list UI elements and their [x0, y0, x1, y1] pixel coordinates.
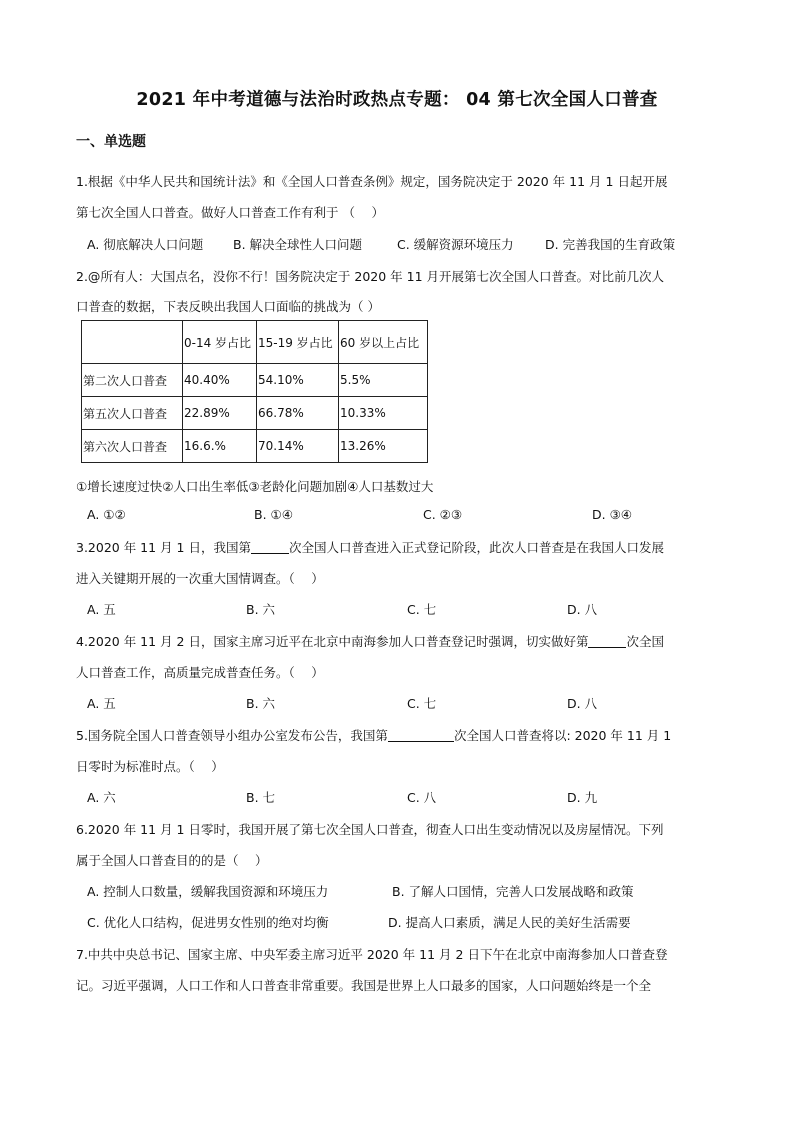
question-2-option-c[interactable]: C. ②③: [423, 507, 463, 522]
question-5-option-c[interactable]: C. 八: [407, 790, 437, 805]
census-data-table: [81, 320, 428, 463]
question-3-option-c[interactable]: C. 七: [407, 602, 437, 617]
question-6-option-a[interactable]: A. 控制人口数量，缓解我国资源和环境压力: [87, 884, 329, 899]
question-1-text-line1: 1.根据《中华人民共和国统计法》和《全国人口普查条例》规定，国务院决定于 2020 年 11 月 1 日起开展: [76, 174, 668, 189]
answer-blank: [588, 635, 626, 648]
question-5-text-part2: 次全国人口普查将以: 2020 年 11 月 1: [453, 728, 672, 743]
table-row: [82, 364, 428, 397]
question-3-text-line1: [76, 538, 664, 556]
answer-blank: [251, 541, 289, 554]
table-cell: 22.89%: [183, 397, 257, 430]
question-1-option-a[interactable]: A. 彻底解决人口问题: [87, 237, 204, 252]
question-5-text-line2: 日零时为标准时点。（ ）: [76, 759, 224, 774]
question-2-text-line1: 2.@所有人：大国点名，没你不行！国务院决定于 2020 年 11 月开展第七次全国人口普查。对比前几次人: [76, 269, 665, 284]
question-6-text-line1: 6.2020 年 11 月 1 日零时，我国开展了第七次全国人口普查，彻查人口出生变动情况以及房屋情况。下列: [76, 822, 664, 837]
table-row: [82, 430, 428, 463]
table-cell: 第二次人口普查: [82, 364, 183, 397]
table-header-row: [82, 321, 428, 364]
table-cell: 5.5%: [339, 364, 428, 397]
question-4-option-c[interactable]: C. 七: [407, 696, 437, 711]
table-cell: 16.6.%: [183, 430, 257, 463]
table-cell: 40.40%: [183, 364, 257, 397]
question-4-text-line2: 人口普查工作，高质量完成普查任务。（ ）: [76, 665, 324, 680]
question-4-text-part1: 4.2020 年 11 月 2 日，国家主席习近平在北京中南海参加人口普查登记时强调，切实做好第: [76, 634, 589, 649]
question-3-text-line2: 进入关键期开展的一次重大国情调查。（ ）: [76, 571, 324, 586]
question-1-option-b[interactable]: B. 解决全球性人口问题: [233, 237, 363, 252]
table-cell: 70.14%: [257, 430, 339, 463]
question-5-text-line1: [76, 726, 671, 744]
table-header-cell: 60 岁以上占比: [339, 321, 428, 364]
section-heading: 一、单选题: [76, 134, 146, 150]
question-6-option-c[interactable]: C. 优化人口结构，促进男女性别的绝对均衡: [87, 915, 329, 930]
question-1-text-line2: 第七次全国人口普查。做好人口普查工作有利于 （ ）: [76, 205, 384, 220]
question-3-text-part1: 3.2020 年 11 月 1 日，我国第: [76, 540, 251, 555]
table-header-cell: 15-19 岁占比: [257, 321, 339, 364]
question-6-option-d[interactable]: D. 提高人口素质，满足人民的美好生活需要: [388, 915, 631, 930]
question-2-statements: ①增长速度过快②人口出生率低③老龄化问题加剧④人口基数过大: [76, 479, 434, 494]
table-cell: 13.26%: [339, 430, 428, 463]
question-1-option-c[interactable]: C. 缓解资源环境压力: [397, 237, 514, 252]
question-4-option-a[interactable]: A. 五: [87, 696, 116, 711]
question-5-option-a[interactable]: A. 六: [87, 790, 116, 805]
question-3-option-a[interactable]: A. 五: [87, 602, 116, 617]
table-row: [82, 397, 428, 430]
question-5-option-b[interactable]: B. 七: [246, 790, 276, 805]
table-header-cell: [82, 321, 183, 364]
question-6-option-b[interactable]: B. 了解人口国情，完善人口发展战略和政策: [392, 884, 634, 899]
question-4-text-part2: 次全国: [626, 634, 664, 649]
question-4-option-b[interactable]: B. 六: [246, 696, 276, 711]
question-4-text-line1: [76, 632, 664, 650]
table-cell: 54.10%: [257, 364, 339, 397]
question-1-option-d[interactable]: D. 完善我国的生育政策: [545, 237, 676, 252]
question-4-option-d[interactable]: D. 八: [567, 696, 598, 711]
question-3-option-d[interactable]: D. 八: [567, 602, 598, 617]
question-5-text-part1: 5.国务院全国人口普查领导小组办公室发布公告，我国第: [76, 728, 388, 743]
question-2-option-b[interactable]: B. ①④: [254, 507, 293, 522]
table-header-cell: 0-14 岁占比: [183, 321, 257, 364]
table-cell: 第六次人口普查: [82, 430, 183, 463]
answer-blank: [388, 729, 454, 742]
question-5-option-d[interactable]: D. 九: [567, 790, 598, 805]
question-2-option-d[interactable]: D. ③④: [592, 507, 632, 522]
table-cell: 10.33%: [339, 397, 428, 430]
question-7-text-line1: 7.中共中央总书记、国家主席、中央军委主席习近平 2020 年 11 月 2 日下午在北京中南海参加人口普查登: [76, 947, 668, 962]
question-7-text-line2: 记。习近平强调，人口工作和人口普查非常重要。我国是世界上人口最多的国家，人口问题始终是一个全: [76, 978, 652, 993]
question-2-text-line2: 口普查的数据，下表反映出我国人口面临的挑战为（ ）: [76, 299, 380, 314]
question-2-option-a[interactable]: A. ①②: [87, 507, 126, 522]
document-title: 2021 年中考道德与法治时政热点专题： 04 第七次全国人口普查: [136, 90, 658, 110]
question-3-option-b[interactable]: B. 六: [246, 602, 276, 617]
table-cell: 66.78%: [257, 397, 339, 430]
question-3-text-part2: 次全国人口普查进入正式登记阶段，此次人口普查是在我国人口发展: [288, 540, 664, 555]
table-cell: 第五次人口普查: [82, 397, 183, 430]
question-6-text-line2: 属于全国人口普查目的的是（ ）: [76, 853, 268, 868]
